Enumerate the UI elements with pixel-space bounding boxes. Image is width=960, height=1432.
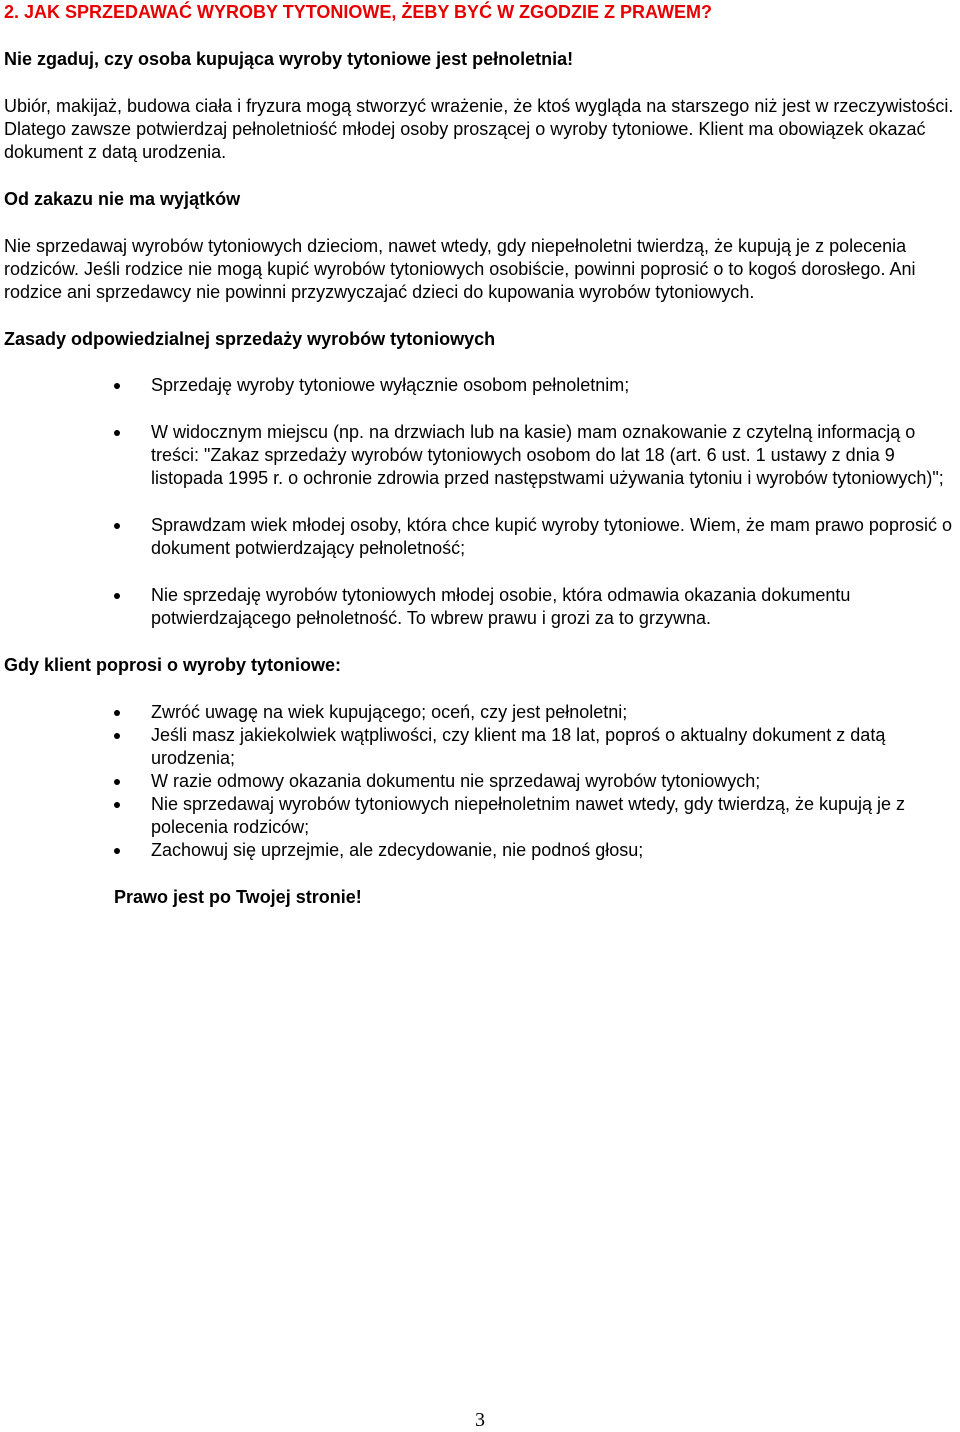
client-list-item: W razie odmowy okazania dokumentu nie sprzedawaj wyrobów tytoniowych; (4, 770, 956, 793)
no-exceptions-heading: Od zakazu nie ma wyjątków (4, 189, 241, 209)
rules-list-item: Nie sprzedaję wyrobów tytoniowych młodej osobie, która odmawia okazania dokumentu potwierdzającego pełnoletność. To wbrew prawu i grozi za to grzywna. (4, 584, 956, 630)
rules-list-item: Sprawdzam wiek młodej osoby, która chce kupić wyroby tytoniowe. Wiem, że mam prawo poprosić o dokument potwierdzający pełnoletność; (4, 514, 956, 560)
rules-heading: Zasady odpowiedzialnej sprzedaży wyrobów tytoniowych (4, 329, 496, 349)
no-exceptions-paragraph: Nie sprzedawaj wyrobów tytoniowych dzieciom, nawet wtedy, gdy niepełnoletni twierdzą, że kupują je z polecenia rodziców. Jeśli rodzice nie mogą kupić wyrobów tytoniowych osobiście, powinni poprosić o to kogoś dorosłego. Ani rodzice ani sprzedawcy nie powinni przyzwyczajać dzieci do kupowania wyrobów tytoniowych. (4, 236, 916, 302)
section-title: 2. JAK SPRZEDAWAĆ WYROBY TYTONIOWE, ŻEBY BYĆ W ZGODZIE Z PRAWEM? (4, 2, 713, 22)
rules-list-item: Sprzedaję wyroby tytoniowe wyłącznie osobom pełnoletnim; (4, 374, 956, 397)
page-number: 3 (475, 1409, 485, 1431)
rules-list (4, 374, 956, 630)
closing-statement: Prawo jest po Twojej stronie! (114, 887, 362, 907)
client-list-item: Jeśli masz jakiekolwiek wątpliwości, czy klient ma 18 lat, poproś o aktualny dokument z datą urodzenia; (4, 724, 956, 770)
document-page (4, 1, 956, 909)
client-list-item: Zwróć uwagę na wiek kupującego; oceń, czy jest pełnoletni; (4, 701, 956, 724)
warning-heading: Nie zgaduj, czy osoba kupująca wyroby tytoniowe jest pełnoletnia! (4, 49, 574, 69)
rules-list-item: W widocznym miejscu (np. na drzwiach lub na kasie) mam oznakowanie z czytelną informacją o treści: "Zakaz sprzedaży wyrobów tytoniowych osobom do lat 18 (art. 6 ust. 1 ustawy z dnia 9 listopada 1995 r. o ochronie zdrowia przed następstwami używania tytoniu i wyrobów tytoniowych)"; (4, 421, 956, 490)
intro-paragraph: Ubiór, makijaż, budowa ciała i fryzura mogą stworzyć wrażenie, że ktoś wygląda na starszego niż jest w rzeczywistości. Dlatego zawsze potwierdzaj pełnoletniość młodej osoby proszącej o wyroby tytoniowe. Klient ma obowiązek okazać dokument z datą urodzenia. (4, 96, 954, 162)
client-list (4, 701, 956, 862)
client-list-item: Nie sprzedawaj wyrobów tytoniowych niepełnoletnim nawet wtedy, gdy twierdzą, że kupują je z polecenia rodziców; (4, 793, 956, 839)
client-list-item: Zachowuj się uprzejmie, ale zdecydowanie, nie podnoś głosu; (4, 839, 956, 862)
client-heading: Gdy klient poprosi o wyroby tytoniowe: (4, 655, 342, 675)
